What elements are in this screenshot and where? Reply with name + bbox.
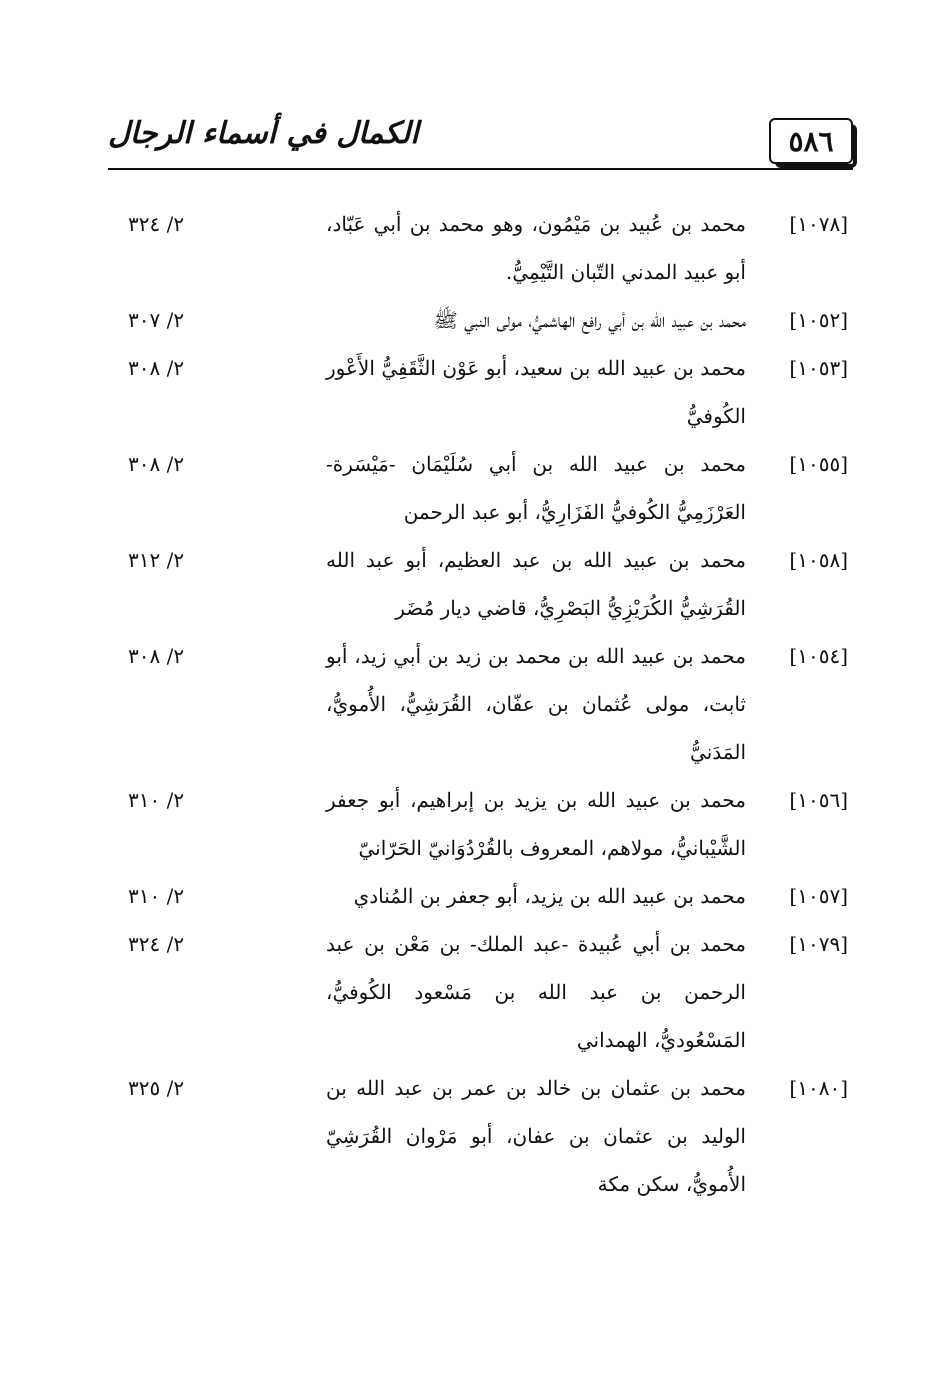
entry	[108, 344, 848, 440]
entry	[108, 632, 848, 776]
entry-reference: ٢/ ٣١٠	[128, 788, 185, 812]
entry-text: محمد بن أبي عُبيدة -عبد الملك- بن مَعْن بن عبد الرحمن بن عبد الله بن مَسْعود الكُوفيُّ، المَسْعُوديُّ، الهمداني	[326, 932, 746, 1052]
entry-reference: ٢/ ٣٠٨	[128, 356, 185, 380]
entry-reference: ٢/ ٣٢٥	[128, 1076, 185, 1100]
entry-number: [١٠٥٧]	[789, 884, 848, 908]
header-divider	[108, 168, 853, 170]
entry	[108, 1064, 848, 1208]
entry	[108, 200, 848, 296]
entry-text: محمد بن عُبيد بن مَيْمُون، وهو محمد بن أبي عَبّاد، أبو عبيد المدني التّبان التَّيْمِيُّ.	[326, 212, 746, 284]
entry-number: [١٠٥٨]	[789, 548, 848, 572]
entry-reference: ٢/ ٣٢٤	[128, 212, 185, 236]
page-header	[108, 112, 853, 172]
entry	[108, 920, 848, 1064]
entry-list	[108, 200, 848, 1208]
entry-number: [١٠٥٦]	[789, 788, 848, 812]
book-title: الكمال في أسماء الرجال	[108, 116, 419, 151]
entry-number: [١٠٧٨]	[789, 212, 848, 236]
entry-text: محمد بن عبيد الله بن يزيد بن إبراهيم، أبو جعفر الشَّيْبانيُّ، مولاهم، المعروف بالقُرْدُوَانيّ الحَرّانيّ	[326, 788, 746, 860]
entry-text: محمد بن عبيد الله بن محمد بن زيد بن أبي زيد، أبو ثابت، مولى عُثمان بن عفّان، القُرَشِيُّ، الأُمويُّ، المَدَنيُّ	[326, 644, 746, 764]
entry-number: [١٠٧٩]	[789, 932, 848, 956]
entry-text: محمد بن عبيد الله بن أبي رافع الهاشميُّ، مولى النبي ﷺ	[433, 308, 746, 332]
entry-reference: ٢/ ٣٠٨	[128, 452, 185, 476]
entry-reference: ٢/ ٣٠٧	[128, 308, 185, 332]
page-number: ٥٨٦	[769, 118, 853, 164]
entry-text: محمد بن عبيد الله بن عبد العظيم، أبو عبد الله القُرَشِيُّ الكُرَيْزِيُّ البَصْرِيُّ، قاضي ديار مُضَر	[326, 548, 746, 620]
entry	[108, 776, 848, 872]
entry-text: محمد بن عبيد الله بن أبي سُلَيْمَان -مَيْسَرة- العَرْزَمِيُّ الكُوفيُّ الفَزَارِيُّ، أبو عبد الرحمن	[326, 452, 746, 524]
entry-number: [١٠٥٢]	[789, 308, 848, 332]
entry-reference: ٢/ ٣١٠	[128, 884, 185, 908]
entry-number: [١٠٨٠]	[789, 1076, 848, 1100]
entry	[108, 872, 848, 920]
entry-text: محمد بن عبيد الله بن سعيد، أبو عَوْن الثَّقَفِيُّ الأَعْور الكُوفيُّ	[326, 356, 746, 428]
entry-text: محمد بن عثمان بن خالد بن عمر بن عبد الله بن الوليد بن عثمان بن عفان، أبو مَرْوان القُرَشِيّ الأُمويُّ، سكن مكة	[326, 1076, 746, 1196]
entry-text: محمد بن عبيد الله بن يزيد، أبو جعفر بن المُنادي	[353, 884, 746, 908]
entry	[108, 536, 848, 632]
entry-number: [١٠٥٥]	[789, 452, 848, 476]
entry	[108, 440, 848, 536]
entry	[108, 296, 848, 344]
entry-reference: ٢/ ٣٠٨	[128, 644, 185, 668]
entry-number: [١٠٥٤]	[789, 644, 848, 668]
entry-reference: ٢/ ٣٢٤	[128, 932, 185, 956]
entry-reference: ٢/ ٣١٢	[128, 548, 185, 572]
entry-number: [١٠٥٣]	[789, 356, 848, 380]
